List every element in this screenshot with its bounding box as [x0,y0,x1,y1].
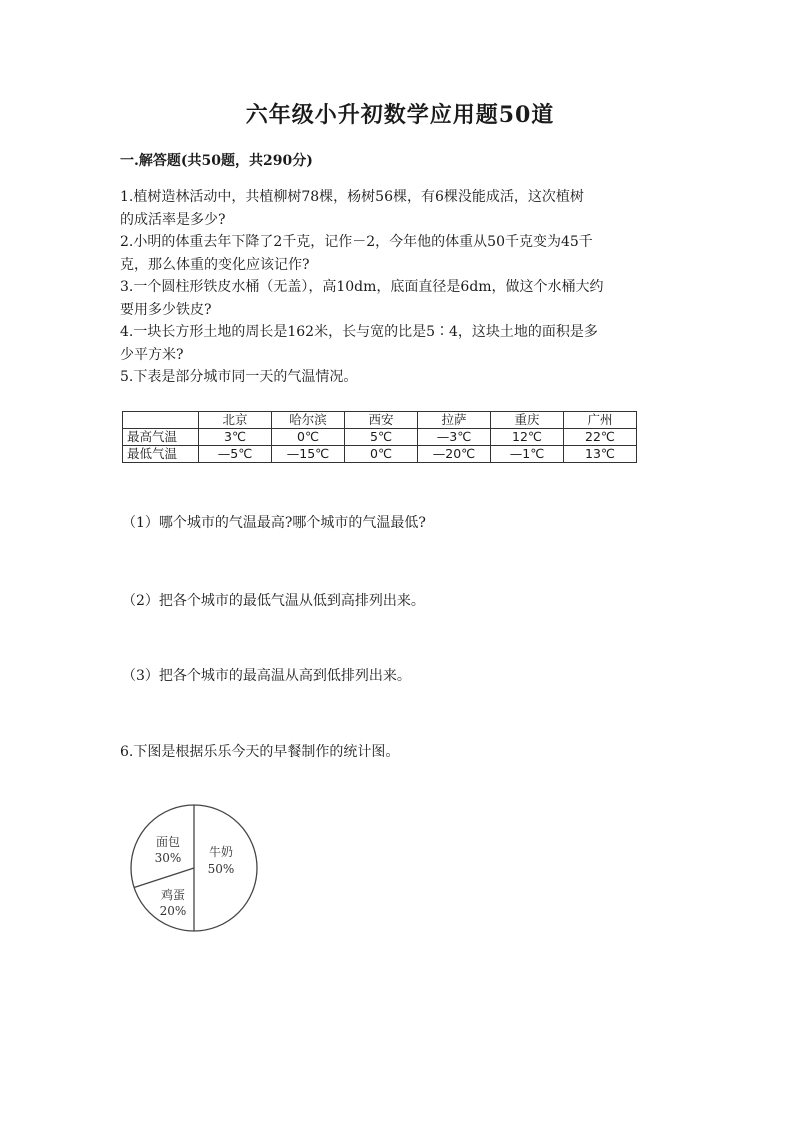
table-cell: —3℃ [418,429,491,446]
pie-percent-milk: 50% [207,862,235,876]
pie-label-egg: 鸡蛋 [160,888,186,902]
question-2-line-1: 2.小明的体重去年下降了2千克，记作－2，今年他的体重从50千克变为45千 [120,234,593,250]
question-3-line-1: 3.一个圆柱形铁皮水桶（无盖），高10dm，底面直径是6dm，做这个水桶大约 [120,279,604,295]
city-header: 重庆 [491,412,564,429]
city-header: 广州 [564,412,637,429]
table-row-high [123,429,637,446]
city-header: 哈尔滨 [272,412,345,429]
pie-percent-egg: 20% [159,904,187,918]
question-1-line-2: 的成活率是多少? [120,211,226,228]
question-4-line-2: 少平方米? [120,346,184,363]
section-heading: 一.解答题(共50题，共290分) [120,153,313,169]
table-cell: 3℃ [199,429,272,446]
table-cell: —15℃ [272,446,345,463]
pie-label-bread: 面包 [155,835,181,849]
table-cell: —1℃ [491,446,564,463]
sub-question-1: （1）哪个城市的气温最高?哪个城市的气温最低? [122,515,426,531]
table-cell: 5℃ [345,429,418,446]
city-header: 北京 [199,412,272,429]
row-label-high: 最高气温 [123,429,199,446]
pie-slice-boundary [134,868,194,887]
table-cell: 12℃ [491,429,564,446]
table-cell: —20℃ [418,446,491,463]
question-5-line-1: 5.下表是部分城市同一天的气温情况。 [120,369,358,385]
sub-question-3: （3）把各个城市的最高温从高到低排列出来。 [122,668,411,684]
table-row-low [123,446,637,463]
table-cell: 13℃ [564,446,637,463]
question-1-line-1: 1.植树造林活动中，共植柳树78棵，杨树56棵，有6棵没能成活，这次植树 [120,189,584,205]
breakfast-pie-chart [126,800,266,940]
sub-question-2: （2）把各个城市的最低气温从低到高排列出来。 [122,593,425,609]
table-cell: 0℃ [272,429,345,446]
table-corner-cell [123,412,199,429]
page-title: 六年级小升初数学应用题50道 [245,102,555,128]
table-cell: 22℃ [564,429,637,446]
question-3-line-2: 要用多少铁皮? [120,301,212,318]
table-cell: —5℃ [199,446,272,463]
question-list [120,186,680,389]
pie-percent-bread: 30% [154,851,182,865]
temperature-table [122,411,637,463]
question-2-line-2: 克，那么体重的变化应该记作? [120,256,310,273]
table-header-row [123,412,637,429]
row-label-low: 最低气温 [123,446,199,463]
city-header: 西安 [345,412,418,429]
table-cell: 0℃ [345,446,418,463]
pie-label-milk: 牛奶 [208,845,234,859]
city-header: 拉萨 [418,412,491,429]
question-6: 6.下图是根据乐乐今天的早餐制作的统计图。 [120,744,400,760]
question-4-line-1: 4.一块长方形土地的周长是162米，长与宽的比是5∶4，这块土地的面积是多 [120,324,598,340]
